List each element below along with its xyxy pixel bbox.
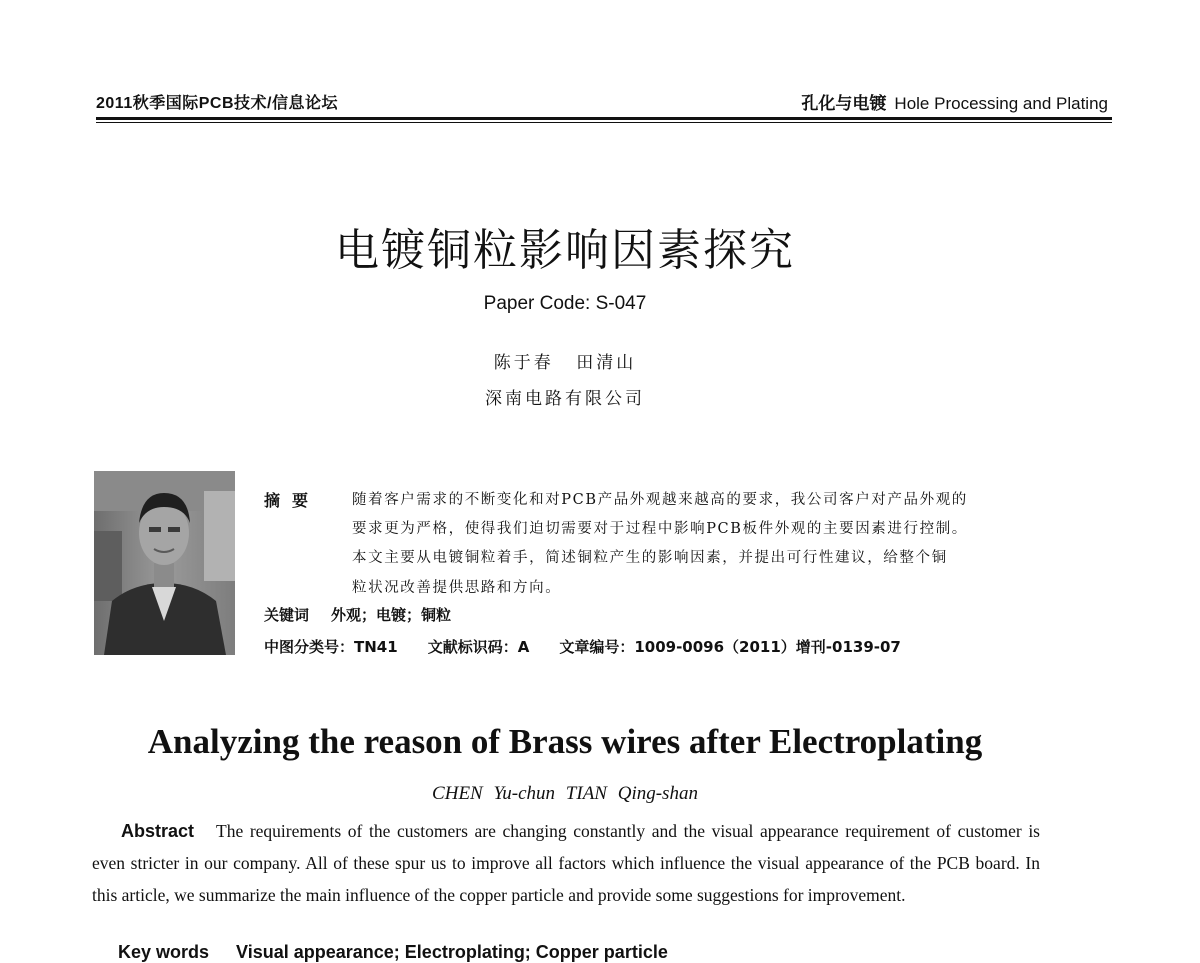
abstract-cn-line: 本文主要从电镀铜粒着手，简述铜粒产生的影响因素，并提出可行性建议，给整个铜 <box>352 550 948 566</box>
abstract-cn-line: 要求更为严格，使得我们迫切需要对于过程中影响PCB板件外观的主要因素进行控制。 <box>352 521 968 537</box>
keywords-en-label: Key words <box>118 942 210 962</box>
author-photo <box>94 471 235 655</box>
keywords-cn-label: 关键词 <box>264 606 310 624</box>
header-rule-thick <box>96 117 1112 120</box>
abstract-cn-line: 随着客户需求的不断变化和对PCB产品外观越来越高的要求，我公司客户对产品外观的 <box>352 492 968 508</box>
paper-code: Paper Code: S-047 <box>483 293 647 314</box>
doc-code-value: A <box>517 638 530 656</box>
abstract-cn-line: 粒状况改善提供思路和方向。 <box>352 580 562 596</box>
abstract-en-label: Abstract <box>121 821 195 841</box>
keywords-cn-value: 外观；电镀；铜粒 <box>331 606 452 624</box>
abstract-cn-label: 摘要 <box>264 491 321 510</box>
clc-label: 中图分类号： <box>264 638 355 656</box>
article-no-label: 文章编号： <box>559 638 635 656</box>
header-rule-thin <box>96 122 1112 123</box>
section-name-en: Hole Processing and Plating <box>894 94 1108 113</box>
keywords-en-value: Visual appearance; Electroplating; Copper particle <box>236 942 668 962</box>
article-no-value: 1009-0096（2011）增刊-0139-07 <box>634 638 901 656</box>
classification-row <box>264 636 901 657</box>
keywords-cn <box>264 604 451 625</box>
abstract-en <box>92 815 1040 911</box>
abstract-en-text: The requirements of the customers are changing constantly and the visual appearance requirement of customer is even stricter in our company. All of these spur us to improve all factors which influence the visual appearance of the PCB board. In this article, we summarize the main influence of the copper particle and provide some suggestions for improvement. <box>92 821 1040 905</box>
authors-en: CHEN Yu-chun TIAN Qing-shan <box>432 783 698 804</box>
authors-cn: 陈于春 田清山 <box>493 353 637 373</box>
doc-code-label: 文献标识码： <box>427 638 518 656</box>
paper-title-cn: 电镀铜粒影响因素探究 <box>335 225 795 276</box>
section-name-cn: 孔化与电镀 <box>801 94 887 113</box>
keywords-en <box>118 942 668 963</box>
running-header-left: 2011秋季国际PCB技术/信息论坛 <box>96 95 338 112</box>
paper-title-en: Analyzing the reason of Brass wires after Electroplating <box>147 722 983 761</box>
running-header-right <box>801 89 1108 114</box>
clc-value: TN41 <box>354 638 398 656</box>
affiliation-cn: 深南电路有限公司 <box>485 389 645 409</box>
